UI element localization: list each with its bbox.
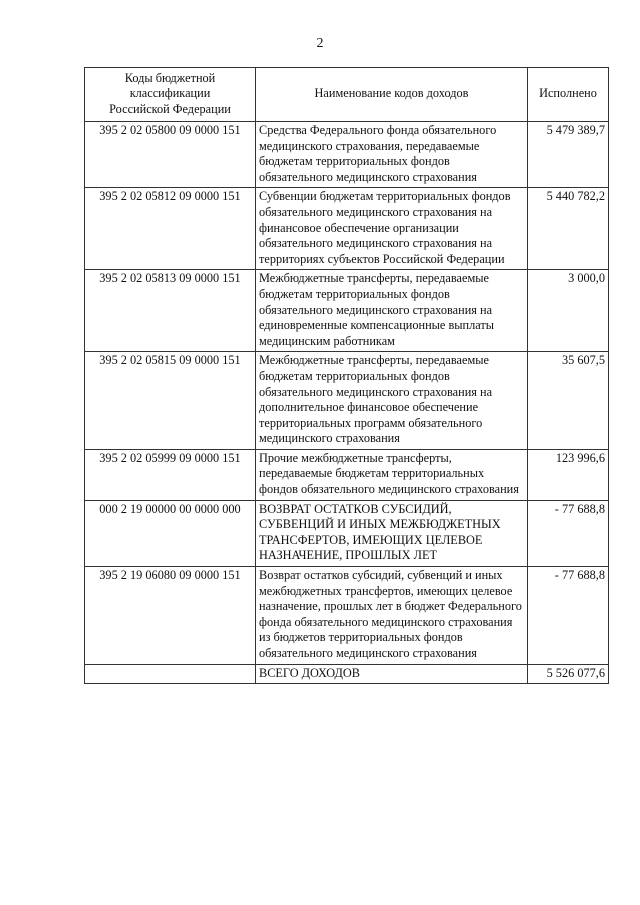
header-code bbox=[85, 68, 256, 122]
row-code: 395 2 02 05999 09 0000 151 bbox=[85, 449, 256, 500]
income-table bbox=[84, 67, 609, 684]
row-code: 395 2 02 05800 09 0000 151 bbox=[85, 122, 256, 188]
header-value: Исполнено bbox=[528, 68, 609, 122]
row-value: 123 996,6 bbox=[528, 449, 609, 500]
total-code bbox=[85, 664, 256, 684]
page-number: 2 bbox=[316, 36, 324, 51]
total-row bbox=[85, 664, 609, 684]
table-row bbox=[85, 500, 609, 566]
total-label: ВСЕГО ДОХОДОВ bbox=[256, 664, 528, 684]
row-value: 5 440 782,2 bbox=[528, 188, 609, 270]
row-name: Субвенции бюджетам территориальных фондов обязательного медицинского страхования на финансовое обеспечение организации обязательного медицинского страхования на территориях субъектов Российской Федерации bbox=[256, 188, 528, 270]
header-code-line: Коды бюджетной bbox=[124, 70, 216, 85]
total-value: 5 526 077,6 bbox=[528, 664, 609, 684]
row-code: 395 2 19 06080 09 0000 151 bbox=[85, 567, 256, 665]
row-value: 3 000,0 bbox=[528, 270, 609, 352]
table-row bbox=[85, 270, 609, 352]
row-name: Межбюджетные трансферты, передаваемые бюджетам территориальных фондов обязательного медицинского страхования на единовременные компенсационные выплаты медицинским работникам bbox=[256, 270, 528, 352]
row-value: - 77 688,8 bbox=[528, 500, 609, 566]
row-value: 35 607,5 bbox=[528, 352, 609, 450]
row-name: Возврат остатков субсидий, субвенций и иных межбюджетных трансфертов, имеющих целевое назначение, прошлых лет в бюджет Федерального фонда обязательного медицинского страхования из бюджетов территориальных фондов обязательного медицинского страхования bbox=[256, 567, 528, 665]
row-code: 000 2 19 00000 00 0000 000 bbox=[85, 500, 256, 566]
row-code: 395 2 02 05812 09 0000 151 bbox=[85, 188, 256, 270]
row-code: 395 2 02 05815 09 0000 151 bbox=[85, 352, 256, 450]
table-header-row bbox=[85, 68, 609, 122]
row-name: Прочие межбюджетные трансферты, передаваемые бюджетам территориальных фондов обязательного медицинского страхования bbox=[256, 449, 528, 500]
row-value: - 77 688,8 bbox=[528, 567, 609, 665]
table-row bbox=[85, 567, 609, 665]
row-name: Средства Федерального фонда обязательного медицинского страхования, передаваемые бюджетам территориальных фондов обязательного медицинского страхования bbox=[256, 122, 528, 188]
row-code: 395 2 02 05813 09 0000 151 bbox=[85, 270, 256, 352]
table-row bbox=[85, 449, 609, 500]
table-row bbox=[85, 122, 609, 188]
row-name: Межбюджетные трансферты, передаваемые бюджетам территориальных фондов обязательного медицинского страхования на дополнительное финансовое обеспечение территориальных программ обязательного медицинского страхования bbox=[256, 352, 528, 450]
row-name: ВОЗВРАТ ОСТАТКОВ СУБСИДИЙ, СУБВЕНЦИЙ И ИНЫХ МЕЖБЮДЖЕТНЫХ ТРАНСФЕРТОВ, ИМЕЮЩИХ ЦЕЛЕВОЕ НАЗНАЧЕНИЕ, ПРОШЛЫХ ЛЕТ bbox=[256, 500, 528, 566]
header-name: Наименование кодов доходов bbox=[256, 68, 528, 122]
header-code-line: классификации bbox=[129, 86, 211, 101]
table-row bbox=[85, 352, 609, 450]
table-row bbox=[85, 188, 609, 270]
row-value: 5 479 389,7 bbox=[528, 122, 609, 188]
header-code-line: Российской Федерации bbox=[109, 101, 231, 116]
